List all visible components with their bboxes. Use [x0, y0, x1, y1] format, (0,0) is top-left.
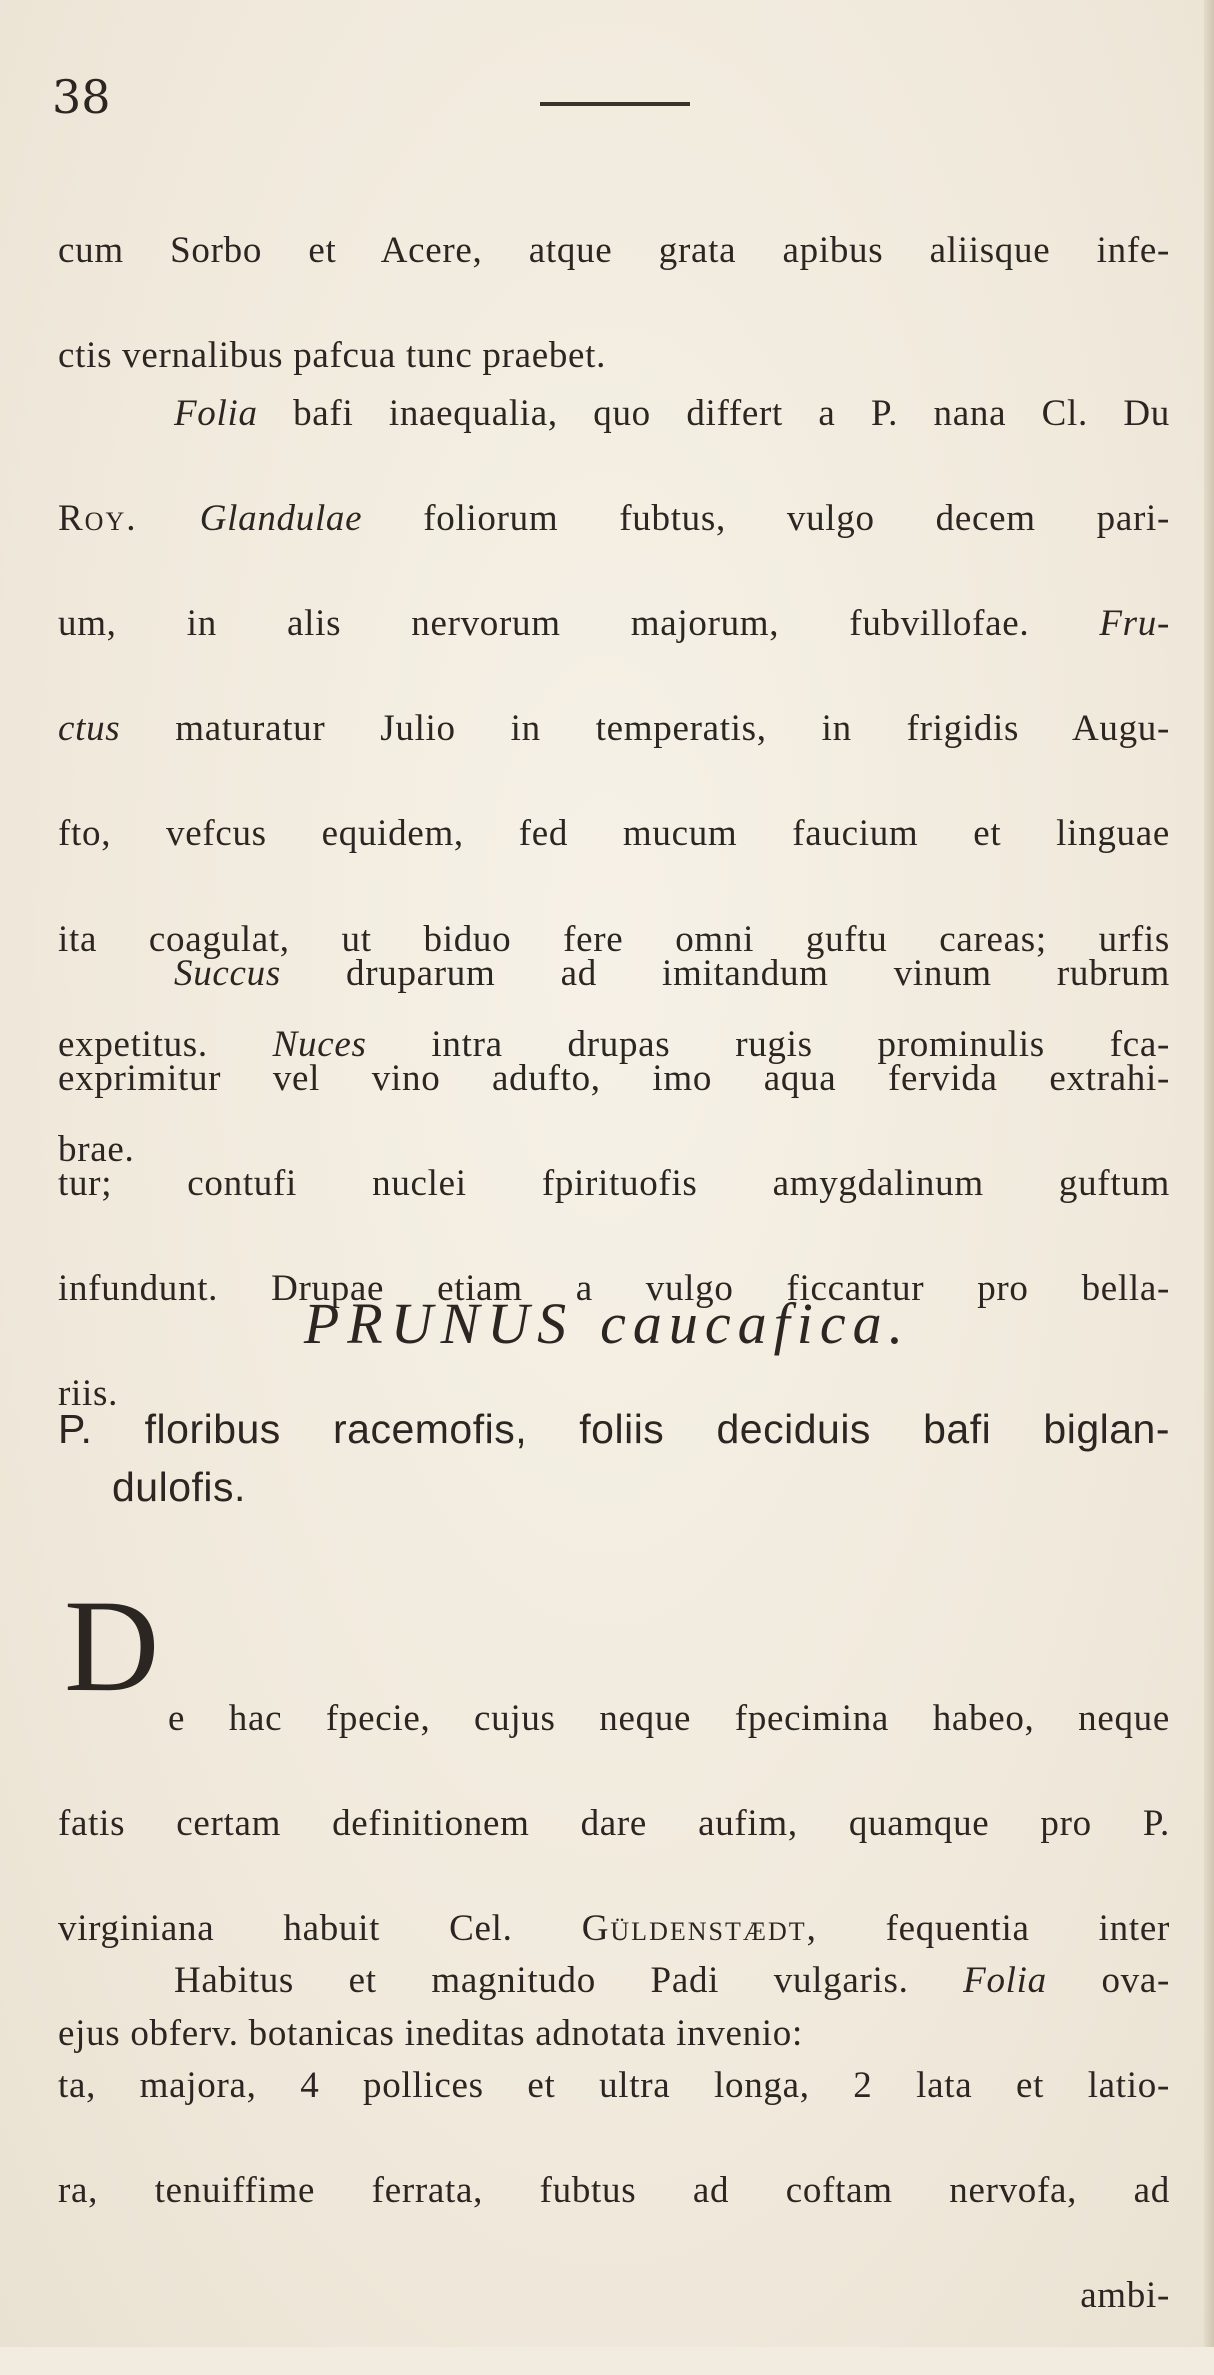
italic-term: Succus	[174, 952, 281, 994]
page-number: 38	[52, 70, 111, 124]
text-line: Habitus et magnitudo Padi vulgaris. Folia ova-	[174, 1959, 1171, 2001]
text-line: fto, vefcus equidem, fed mucum faucium et linguae	[58, 813, 1170, 855]
italic-term: Glandulae	[199, 497, 363, 539]
text-line: riis.	[58, 1373, 119, 1415]
text-line: brae.	[58, 1128, 135, 1170]
text-line: tur; contufi nuclei fpirituofis amygdalinum guftum	[58, 1162, 1170, 1204]
text-line: virginiana habuit Cel. Güldenstædt, fequentia inter	[58, 1907, 1170, 1949]
paragraph-succus	[58, 895, 1170, 1474]
paragraph-habitus	[58, 1902, 1170, 2375]
drop-cap: D	[64, 1572, 160, 1719]
header-rule	[540, 102, 690, 106]
genus-name: PRUNUS	[303, 1291, 575, 1356]
text-line: fatis certam definitionem dare aufim, quamque pro P.	[58, 1802, 1170, 1844]
text-line: ctus maturatur Julio in temperatis, in frigidis Augu-	[58, 708, 1170, 750]
text-line: infundunt. Drupae etiam a vulgo ficcantur pro bella-	[58, 1268, 1170, 1310]
italic-term: Fru-	[1099, 602, 1170, 644]
text-line: ta, majora, 4 pollices et ultra longa, 2 lata et latio-	[58, 2064, 1170, 2106]
catchword: ambi-	[1080, 2275, 1170, 2317]
text-line: ra, tenuiffime ferrata, fubtus ad coftam nervofa, ad	[58, 2169, 1170, 2211]
italic-term: ctus	[58, 708, 121, 750]
text-line: exprimitur vel vino adufto, imo aqua fervida extrahi-	[58, 1057, 1170, 1099]
text-line: e hac fpecie, cujus neque fpecimina habeo, neque	[168, 1697, 1170, 1739]
text-line: ejus obferv. botanicas ineditas adnotata invenio:	[58, 2013, 803, 2055]
text-line: dulofis.	[112, 1464, 246, 1510]
text-line: um, in alis nervorum majorum, fubvillofae. Fru-	[58, 602, 1170, 644]
text-line: ctis vernalibus pafcua tunc praebet.	[58, 334, 607, 376]
species-diagnosis	[58, 1400, 1170, 1516]
text-line: cum Sorbo et Acere, atque grata apibus aliisque infe-	[58, 229, 1170, 271]
italic-term: Folia	[963, 1959, 1047, 2001]
text-line: expetitus. Nuces intra drupas rugis prominulis fca-	[58, 1023, 1170, 1065]
italic-term: Nuces	[272, 1023, 367, 1065]
species-epithet: caucafica.	[600, 1291, 911, 1356]
species-heading	[0, 1290, 1214, 1357]
text-line: ita coagulat, ut biduo fere omni guftu careas; urfis	[58, 918, 1170, 960]
author-name: Güldenstædt	[581, 1907, 807, 1949]
text-line: Succus druparum ad imitandum vinum rubrum	[174, 952, 1170, 994]
italic-term: Folia	[174, 392, 258, 434]
text-line: Folia bafi inaequalia, quo differt a P. nana Cl. Du	[174, 392, 1170, 434]
author-name: Roy.	[58, 497, 200, 539]
page-edge	[1204, 0, 1214, 2347]
text-line: P. floribus racemofis, foliis deciduis bafi biglan-	[58, 1406, 1170, 1452]
text-line: Roy. Glandulae foliorum fubtus, vulgo decem pari-	[58, 497, 1170, 539]
